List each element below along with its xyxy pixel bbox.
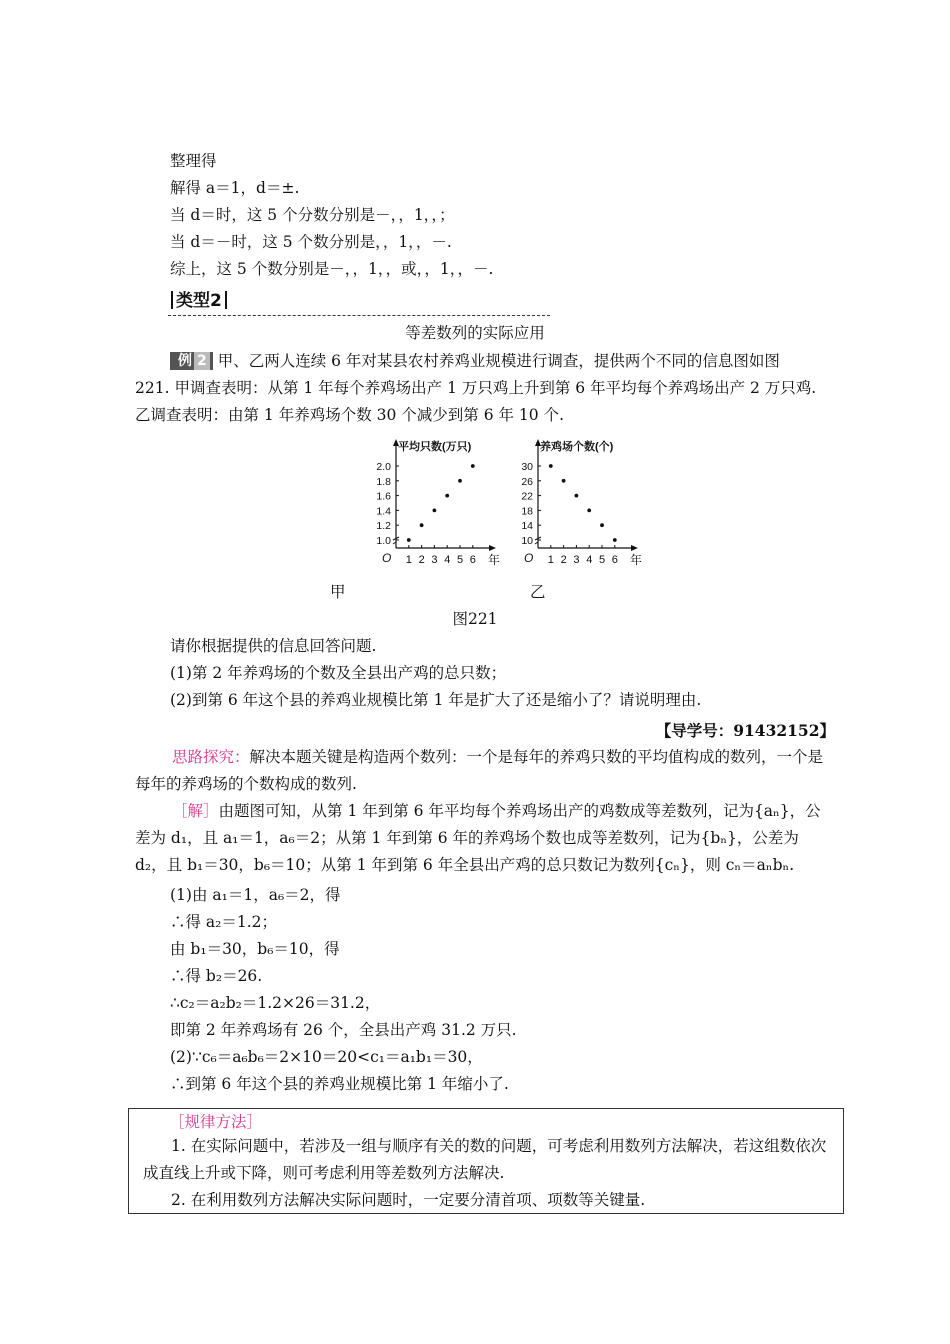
- data-point: [613, 538, 617, 542]
- x-tick-label: 5: [599, 554, 606, 566]
- solution-paragraph: [135, 798, 835, 879]
- text-line: 当 d＝－时，这 5 个数分别是，，1，，－.: [170, 233, 452, 251]
- origin-label: O: [382, 551, 392, 565]
- analysis-paragraph: [135, 744, 835, 798]
- solution-step: 由 b₁＝30，b₆＝10，得: [170, 940, 340, 958]
- y-tick-label: 18: [521, 505, 533, 518]
- section-tag: [168, 291, 230, 311]
- solution-label: ［解］: [172, 802, 219, 820]
- section-title: 等差数列的实际应用: [405, 324, 545, 342]
- tag-bar: [225, 291, 227, 309]
- method-title: ［规律方法］: [169, 1113, 263, 1131]
- y-tick-label: 1.4: [376, 505, 391, 518]
- example-line-3: 乙调查表明：由第 1 年养鸡场个数 30 个减少到第 6 年 10 个.: [135, 406, 565, 424]
- example-badge-label: 例: [178, 353, 192, 369]
- y-tick-label: 1.8: [376, 475, 391, 488]
- analysis-text: 解决本题关键是构造两个数列：一个是每年的养鸡只数的平均值构成的数列，一个是每年的养鸡场的个数构成的数列.: [135, 748, 824, 793]
- data-point: [549, 464, 553, 468]
- x-tick-label: 2: [418, 554, 425, 566]
- question-1: (1)第 2 年养鸡场的个数及全县出产鸡的总只数；: [170, 664, 507, 682]
- data-point: [433, 509, 437, 513]
- tag-bar: [171, 291, 173, 309]
- y-tick-label: 1.6: [376, 490, 391, 503]
- data-point: [471, 464, 475, 468]
- solution-step: (1)由 a₁＝1，a₆＝2，得: [170, 886, 341, 904]
- y-tick-label: 14: [521, 520, 533, 533]
- solution-text: 由题图可知，从第 1 年到第 6 年平均每个养鸡场出产的鸡数成等差数列，记为{aₙ}，公差为 d₁，且 a₁＝1，a₆＝2；从第 1 年到第 6 年的养鸡场个数也成等差数列，记为{bₙ}，公差为 d₂，且 b₁＝30，b₆＝10；从第 1 年到第 6 年全县出产鸡的总只数记为数列{cₙ}，则 cₙ＝aₙbₙ.: [135, 802, 821, 874]
- solution-step: ∴得 b₂＝26.: [170, 967, 263, 985]
- x-tick-label: 3: [431, 554, 438, 566]
- x-tick-label: 3: [573, 554, 580, 566]
- y-tick-label: 10: [521, 535, 533, 547]
- method-point-2: 2. 在利用数列方法解决实际问题时，一定要分清首项、项数等关键量.: [171, 1191, 646, 1209]
- x-axis-arrow: [631, 545, 638, 551]
- x-tick-label: 6: [469, 554, 476, 566]
- y-tick-label: 2.0: [376, 461, 391, 473]
- y-tick-label: 1.2: [376, 520, 391, 533]
- text-line: 当 d＝时，这 5 个分数分别是－，，1，，；: [170, 206, 455, 224]
- dashed-divider: [168, 315, 550, 316]
- example-line-1: [170, 348, 840, 375]
- solution-step: ∴c₂＝a₂b₂＝1.2×26＝31.2，: [170, 994, 381, 1012]
- data-point: [562, 479, 566, 483]
- origin-label: O: [524, 551, 534, 565]
- chart-caption-jia: 甲: [330, 583, 346, 601]
- question-2: (2)到第 6 年这个县的养鸡业规模比第 1 年是扩大了还是缩小了？请说明理由.: [170, 691, 702, 709]
- data-point: [445, 494, 449, 498]
- x-tick-label: 4: [444, 554, 451, 566]
- method-point-1: 1. 在实际问题中，若涉及一组与顺序有关的数的问题，可考虑利用数列方法解决，若这组数依次成直线上升或下降，则可考虑利用等差数列方法解决.: [143, 1137, 827, 1182]
- x-axis-arrow: [489, 545, 496, 551]
- x-tick-label: 2: [560, 554, 567, 566]
- solution-step: ∴得 a₂＝1.2；: [170, 913, 278, 931]
- x-axis-label: 年: [630, 553, 643, 567]
- text-line: 解得 a＝1，d＝±.: [170, 179, 300, 197]
- data-point: [587, 509, 591, 513]
- analysis-label: 思路探究：: [172, 748, 250, 766]
- chart-caption-yi: 乙: [530, 583, 546, 601]
- text-line: 整理得: [170, 152, 217, 170]
- x-tick-label: 5: [457, 554, 464, 566]
- method-box: [128, 1108, 844, 1214]
- solution-step: (2)∵c₆＝a₆b₆＝2×10＝20<c₁＝a₁b₁＝30，: [170, 1048, 483, 1066]
- x-axis-label: 年: [488, 553, 501, 567]
- chart-farm-count: [500, 438, 645, 573]
- y-tick-label: 26: [521, 475, 533, 488]
- y-tick-label: 30: [521, 461, 533, 473]
- example-line-2: 221. 甲调查表明：从第 1 年每个养鸡场出产 1 万只鸡上升到第 6 年平均每个养鸡场出产 2 万只鸡.: [135, 379, 817, 397]
- question-intro: 请你根据提供的信息回答问题.: [170, 637, 377, 655]
- solution-step: ∴到第 6 年这个县的养鸡业规模比第 1 年缩小了.: [170, 1075, 509, 1093]
- y-tick-label: 1.0: [376, 535, 391, 547]
- guide-number: 【导学号：91432152】: [655, 721, 835, 740]
- data-point: [407, 538, 411, 542]
- data-point: [600, 523, 604, 527]
- x-tick-label: 1: [405, 554, 412, 566]
- x-tick-label: 4: [586, 554, 593, 566]
- data-point: [575, 494, 579, 498]
- example-text: 甲、乙两人连续 6 年对某县农村养鸡业规模进行调查，提供两个不同的信息图如图: [217, 352, 780, 370]
- chart-average-count: [358, 438, 503, 573]
- x-tick-label: 6: [611, 554, 618, 566]
- y-axis-label: 平均只数(万只): [398, 441, 472, 453]
- data-point: [458, 479, 462, 483]
- figure-caption: 图221: [452, 610, 498, 628]
- y-tick-label: 22: [521, 490, 533, 503]
- solution-step: 即第 2 年养鸡场有 26 个，全县出产鸡 31.2 万只.: [170, 1021, 517, 1039]
- data-point: [420, 523, 424, 527]
- example-badge: [170, 352, 213, 370]
- section-tag-label: 类型2: [176, 291, 222, 311]
- x-tick-label: 1: [547, 554, 554, 566]
- y-axis-label: 养鸡场个数(个): [540, 441, 614, 453]
- example-badge-number: 2: [194, 352, 210, 370]
- text-line: 综上，这 5 个数分别是－，，1，，或，，1，，－.: [170, 260, 494, 278]
